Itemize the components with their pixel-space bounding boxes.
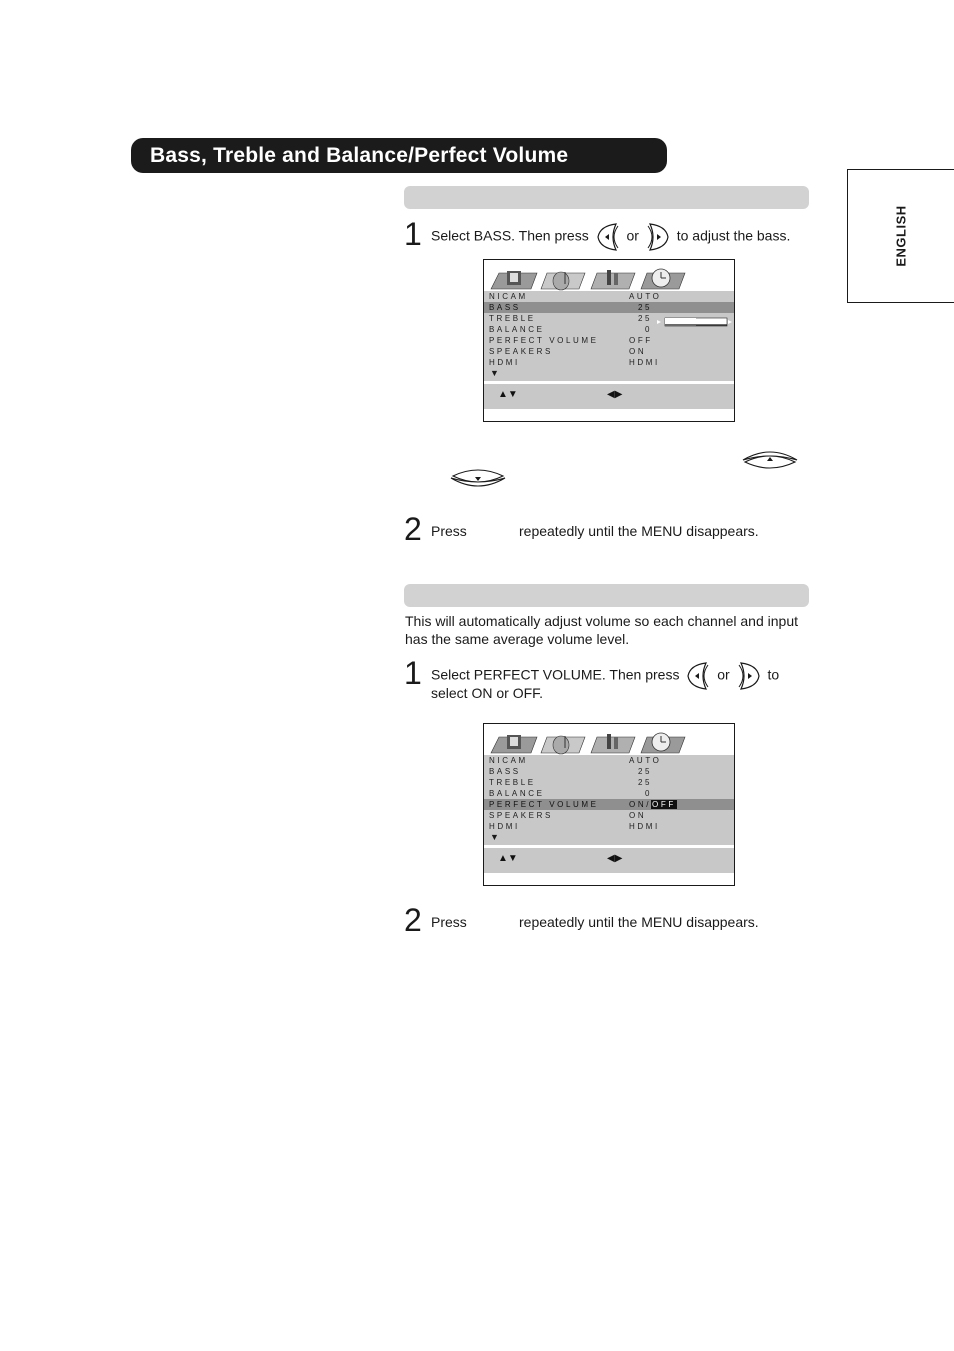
tv-icon: [491, 735, 537, 753]
menu-footer: [484, 384, 734, 409]
menu-row-balance: BALANCE 0: [489, 789, 653, 798]
clock-icon: [641, 733, 685, 753]
step-text-or: or: [717, 666, 730, 683]
perfect-volume-description: This will automatically adjust volume so each channel and input has the same average volume level.: [405, 613, 798, 647]
right-button-icon: [737, 661, 761, 691]
step-text-a: Select PERFECT VOLUME. Then press: [431, 666, 680, 683]
menu-row-hdmi: HDMI HDMI: [489, 822, 660, 831]
section-header-bar: [404, 186, 809, 209]
menu-row-balance: BALANCE 0: [489, 325, 653, 334]
step-press-label: Press: [431, 523, 467, 539]
step-instruction: repeatedly until the MENU disappears.: [519, 523, 759, 539]
menu-list: [484, 755, 734, 845]
step-press-label: Press: [431, 914, 467, 930]
step-instruction: repeatedly until the MENU disappears.: [519, 914, 759, 930]
nav-updown-hint: ▲▼: [498, 389, 518, 400]
menu-list: [484, 291, 734, 381]
step-number: 1: [404, 655, 422, 691]
menu-screen: [483, 723, 735, 886]
tv-icon: [491, 271, 537, 289]
more-down-arrow: ▼: [490, 368, 499, 378]
menu-tabs: [489, 731, 689, 755]
menu-row-treble: TREBLE 25: [489, 314, 653, 323]
clock-icon: [641, 269, 685, 289]
page-title: Bass, Treble and Balance/Perfect Volume: [131, 138, 667, 173]
menu-tabs: [489, 267, 689, 291]
menu-row-nicam: NICAM AUTO: [489, 292, 662, 301]
step-text-b: to: [767, 666, 780, 683]
left-button-icon: [596, 222, 620, 252]
menu-screen: [483, 259, 735, 422]
music-note-icon: [541, 272, 585, 290]
step-text-or: or: [626, 227, 639, 244]
menu-row-treble: TREBLE 25: [489, 778, 653, 787]
step-text-a: Select BASS. Then press: [431, 227, 589, 244]
down-button-icon: [449, 468, 507, 490]
right-button-icon: [646, 222, 670, 252]
menu-row-speakers: SPEAKERS ON: [489, 811, 647, 820]
section-header-bar: [404, 584, 809, 607]
step-number: 2: [404, 511, 422, 547]
music-note-icon: [541, 736, 585, 754]
menu-footer: [484, 848, 734, 873]
menu-row-bass: BASS 25: [489, 767, 653, 776]
left-button-icon: [686, 661, 710, 691]
nav-leftright-hint: ◀▶: [607, 853, 623, 864]
tools-icon: [591, 270, 635, 289]
menu-row-perfect-volume: PERFECT VOLUME OFF: [489, 336, 653, 345]
menu-row-bass: BASS 25: [484, 302, 734, 313]
step-number: 2: [404, 902, 422, 938]
more-down-arrow: ▼: [490, 832, 499, 842]
language-label: ENGLISH: [893, 205, 909, 267]
step-number: 1: [404, 216, 422, 252]
nav-leftright-hint: ◀▶: [607, 389, 623, 400]
menu-row-speakers: SPEAKERS ON: [489, 347, 647, 356]
option-on: ON/: [629, 800, 652, 809]
language-tab: [847, 169, 954, 303]
tools-icon: [591, 734, 635, 753]
step-instruction: [431, 222, 790, 252]
option-off-selected: OFF: [652, 800, 676, 809]
menu-row-hdmi: HDMI HDMI: [489, 358, 660, 367]
step-text-b: to adjust the bass.: [676, 227, 791, 244]
menu-row-nicam: NICAM AUTO: [489, 756, 662, 765]
nav-updown-hint: ▲▼: [498, 853, 518, 864]
up-button-icon: [741, 448, 799, 470]
step-instruction-continued: select ON or OFF.: [431, 685, 544, 701]
menu-row-perfect-volume: PERFECT VOLUME ON/OFF: [484, 799, 734, 810]
